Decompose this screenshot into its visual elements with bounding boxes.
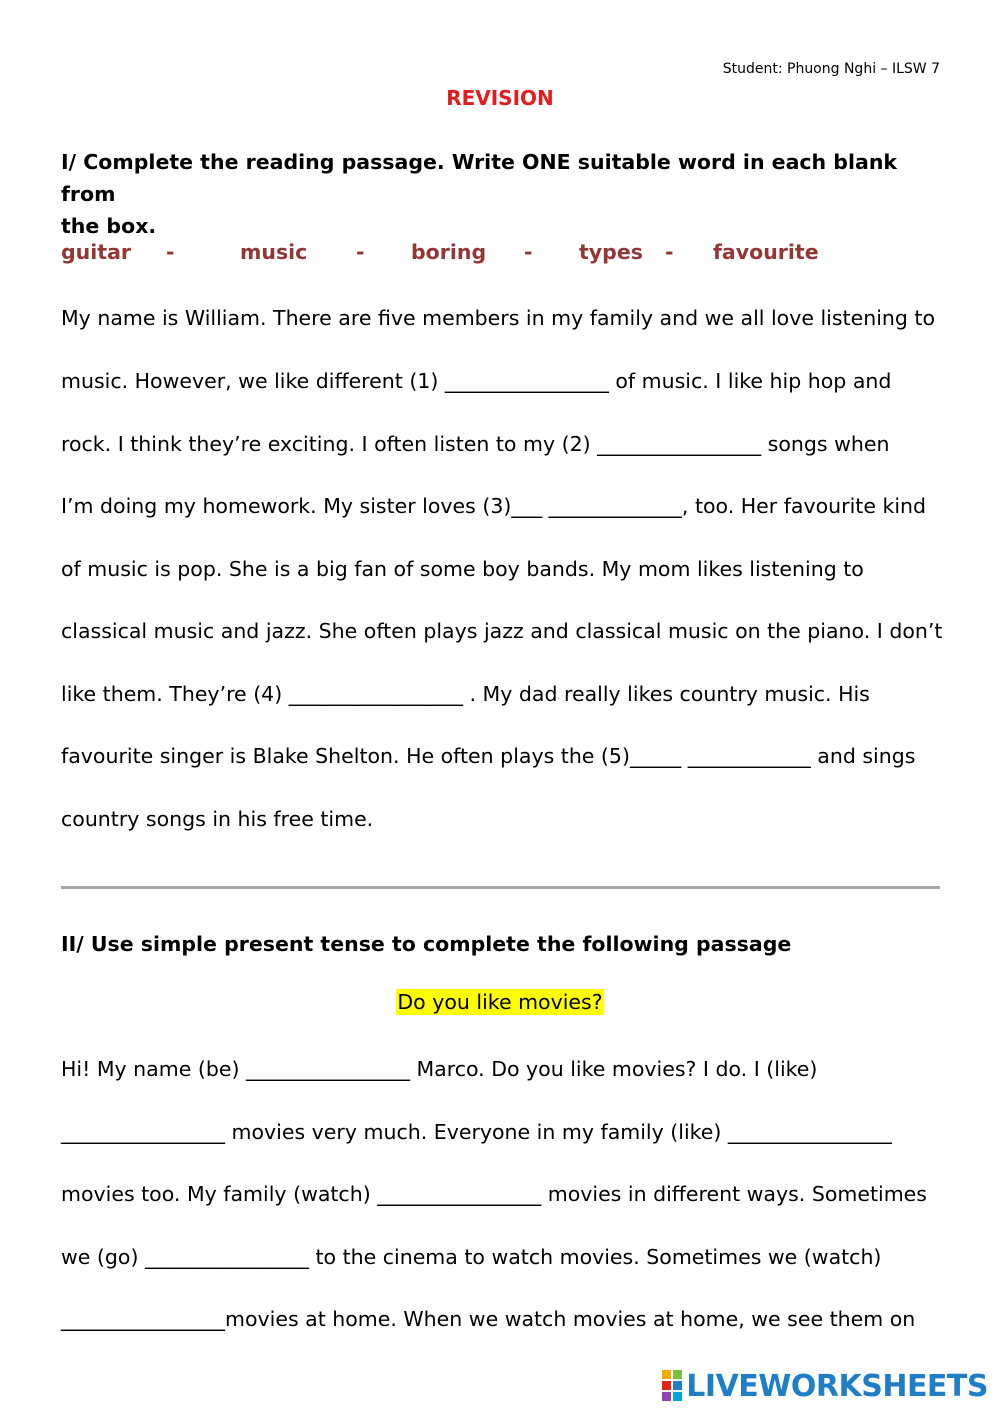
passage2-line: we (go) ________________ to the cinema to watch movies. Sometimes we (watch) bbox=[61, 1245, 882, 1269]
passage1-line: I’m doing my homework. My sister loves (3)___ _____________, too. Her favourite kind bbox=[61, 494, 927, 518]
passage2-line: movies too. My family (watch) ________________ movies in different ways. Sometimes bbox=[61, 1182, 927, 1206]
liveworksheets-logo-text: LIVEWORKSHEETS bbox=[686, 1368, 988, 1404]
passage2-line: ________________movies at home. When we watch movies at home, we see them on bbox=[61, 1307, 916, 1331]
word-box-item: types bbox=[579, 240, 643, 264]
word-box-item: favourite bbox=[713, 240, 819, 264]
word-box-separator: - bbox=[665, 240, 674, 264]
passage1-line: My name is William. There are five members in my family and we all love listening to bbox=[61, 306, 935, 330]
passage1-line: favourite singer is Blake Shelton. He often plays the (5)_____ ____________ and sings bbox=[61, 744, 916, 768]
word-box bbox=[61, 240, 861, 272]
passage1-line: rock. I think they’re exciting. I often listen to my (2) ________________ songs when bbox=[61, 432, 890, 456]
page-title: REVISION bbox=[446, 86, 554, 110]
word-box-separator: - bbox=[524, 240, 533, 264]
passage2-line: ________________ movies very much. Everyone in my family (like) ________________ bbox=[61, 1120, 892, 1144]
word-box-item: boring bbox=[411, 240, 487, 264]
liveworksheets-logo-icon bbox=[662, 1370, 682, 1402]
passage1-line: classical music and jazz. She often plays jazz and classical music on the piano. I don’t bbox=[61, 619, 943, 643]
section1-heading-line: the box. bbox=[61, 214, 157, 238]
word-box-item: music bbox=[240, 240, 308, 264]
word-box-separator: - bbox=[166, 240, 175, 264]
section-divider bbox=[61, 886, 940, 889]
passage1-line: music. However, we like different (1) ________________ of music. I like hip hop and bbox=[61, 369, 892, 393]
passage1-line: of music is pop. She is a big fan of some boy bands. My mom likes listening to bbox=[61, 557, 864, 581]
story-title bbox=[0, 990, 1000, 1014]
student-name: Student: Phuong Nghi – ILSW 7 bbox=[722, 61, 940, 77]
section2-heading: II/ Use simple present tense to complete the following passage bbox=[61, 932, 792, 956]
passage2-line: Hi! My name (be) ________________ Marco. Do you like movies? I do. I (like) bbox=[61, 1057, 818, 1081]
story-title-text: Do you like movies? bbox=[397, 990, 603, 1014]
passage1-line: country songs in his free time. bbox=[61, 807, 374, 831]
section1-heading bbox=[61, 146, 941, 242]
section1-heading-line: I/ Complete the reading passage. Write ONE suitable word in each blank from bbox=[61, 150, 898, 206]
word-box-item: guitar bbox=[61, 240, 132, 264]
liveworksheets-logo[interactable] bbox=[662, 1366, 988, 1406]
word-box-separator: - bbox=[356, 240, 365, 264]
passage1-line: like them. They’re (4) _________________ . My dad really likes country music. His bbox=[61, 682, 870, 706]
